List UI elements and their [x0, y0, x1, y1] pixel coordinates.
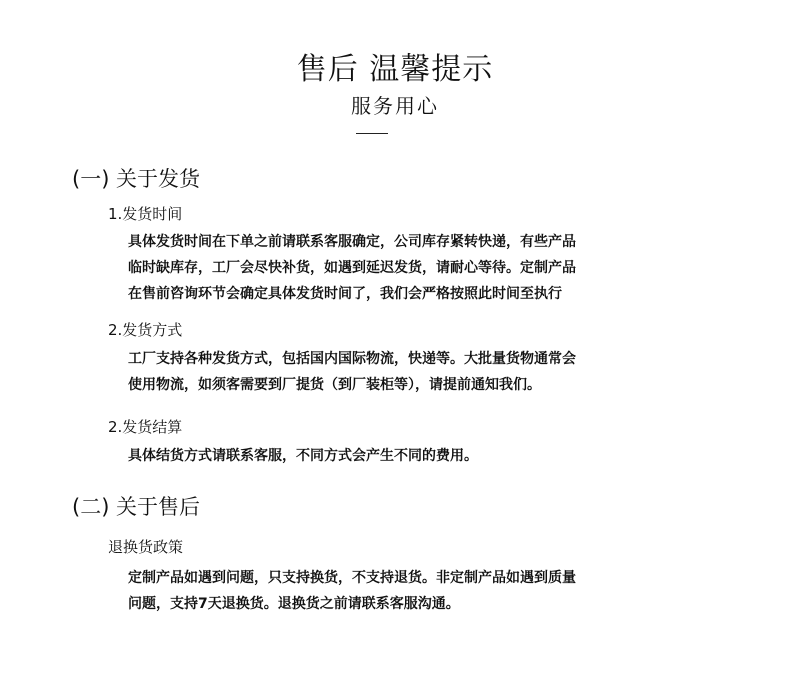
paragraph-line: 定制产品如遇到问题，只支持换货，不支持退货。非定制产品如遇到质量: [128, 570, 576, 586]
paragraph-line: 工厂支持各种发货方式，包括国内国际物流，快递等。大批量货物通常会: [128, 351, 576, 367]
paragraph-ship-settlement: [128, 443, 688, 469]
subsection-heading-ship-settlement: 2.发货结算: [108, 418, 183, 436]
paragraph-line: 使用物流，如须客需要到厂提货（到厂装柜等），请提前通知我们。: [128, 377, 541, 393]
paragraph-ship-method: [128, 346, 688, 398]
paragraph-line: 在售前咨询环节会确定具体发货时间了，我们会严格按照此时间至执行: [128, 286, 562, 302]
title-divider: [356, 133, 388, 134]
subsection-heading-ship-method: 2.发货方式: [108, 321, 183, 339]
page-title: 售后 温馨提示: [296, 52, 494, 87]
subsection-heading-return-policy: 退换货政策: [108, 538, 184, 556]
paragraph-return-policy: [128, 565, 688, 617]
section-heading-after-sales: (二) 关于售后: [72, 495, 201, 519]
paragraph-ship-time: [128, 229, 688, 307]
subsection-heading-ship-time: 1.发货时间: [108, 205, 183, 223]
paragraph-line: 具体结货方式请联系客服，不同方式会产生不同的费用。: [128, 448, 478, 464]
paragraph-line: 临时缺库存，工厂会尽快补货，如遇到延迟发货，请耐心等待。定制产品: [128, 260, 576, 276]
paragraph-line: 具体发货时间在下单之前请联系客服确定，公司库存紧转快递，有些产品: [128, 234, 576, 250]
section-heading-shipping: (一) 关于发货: [72, 167, 201, 191]
page-subtitle: 服务用心: [351, 94, 439, 118]
paragraph-line: 问题，支持7天退换货。退换货之前请联系客服沟通。: [128, 596, 460, 612]
